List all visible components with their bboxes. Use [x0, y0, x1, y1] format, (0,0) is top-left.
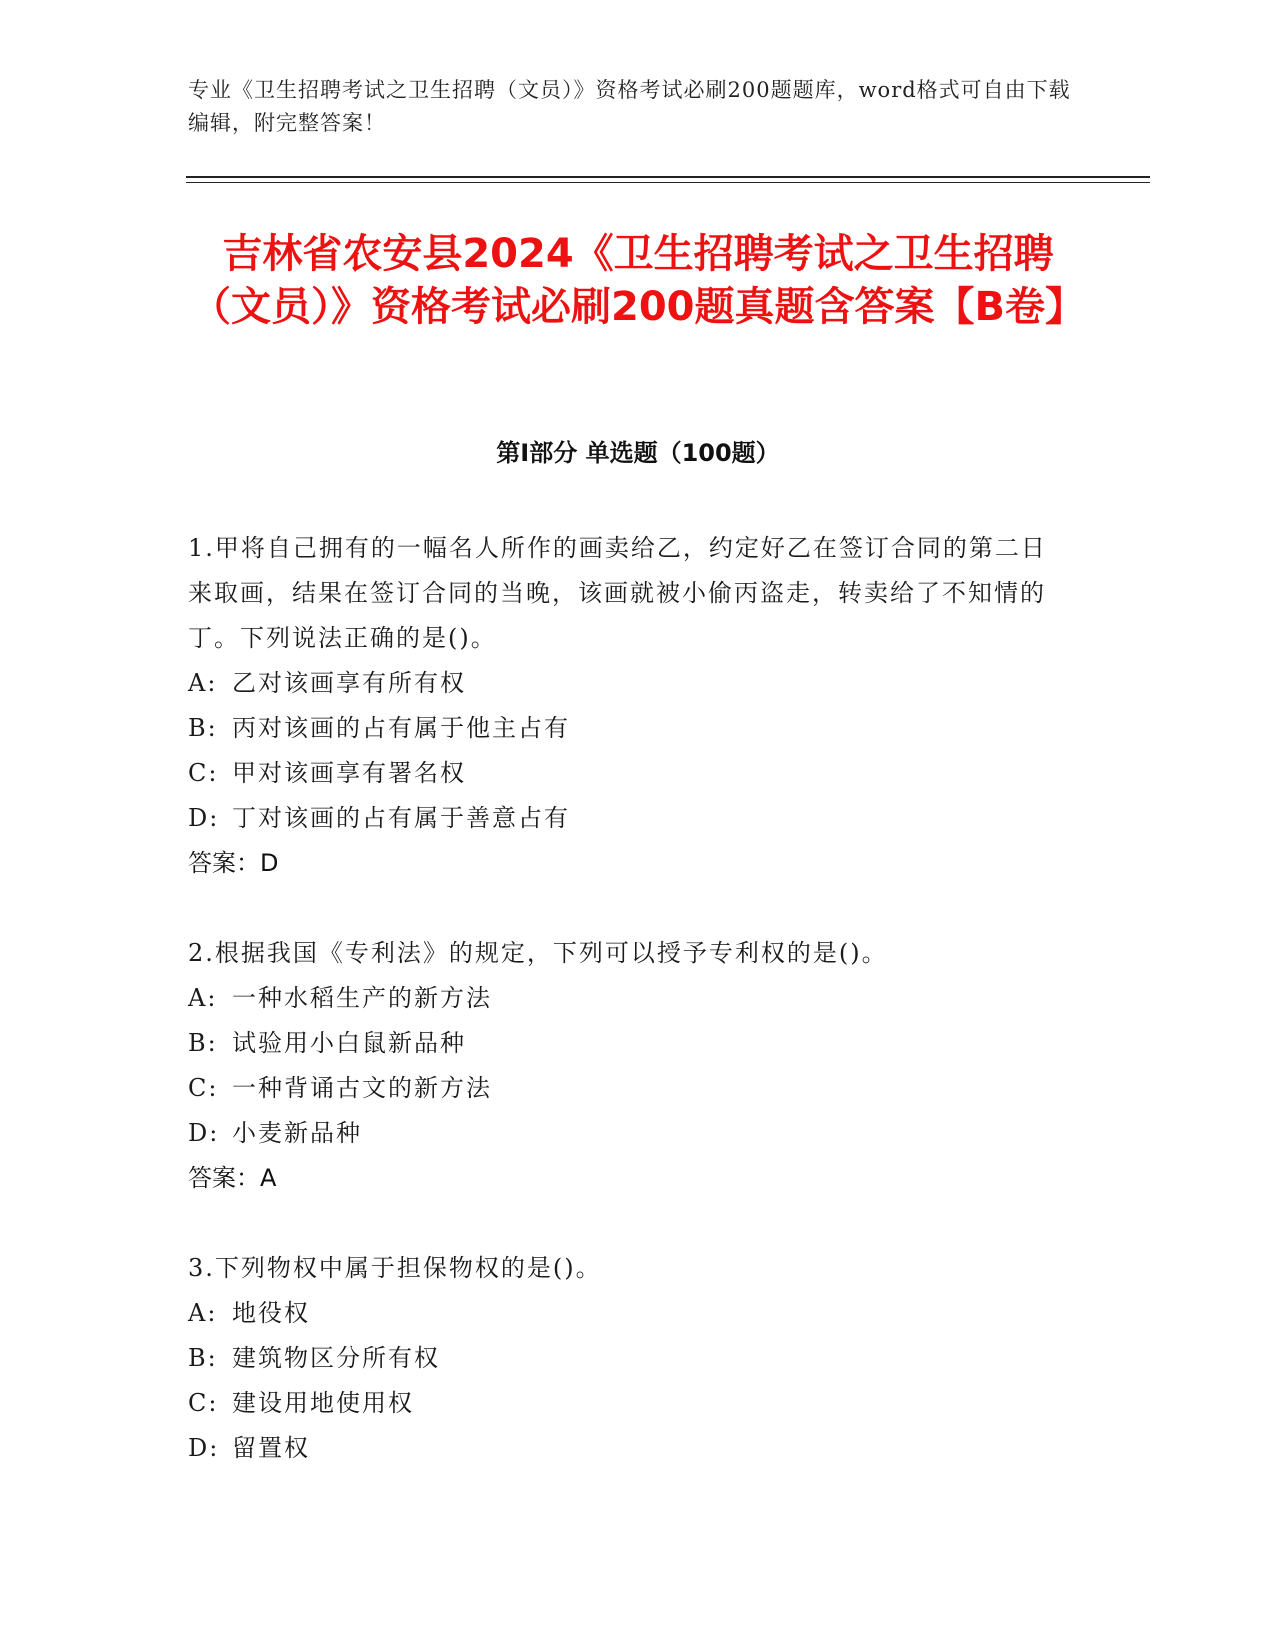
option-a [188, 661, 1068, 706]
option-key: D: [188, 1434, 220, 1462]
question-stem: 1.甲将自己拥有的一幅名人所作的画卖给乙，约定好乙在签订合同的第二日来取画，结果在签订合同的当晚，该画就被小偷丙盗走，转卖给了不知情的丁。下列说法正确的是()。 [188, 534, 1047, 652]
option-d [188, 796, 1068, 841]
option-text: 地役权 [232, 1299, 310, 1327]
answer: 答案：A [188, 1164, 277, 1192]
option-text: 丙对该画的占有属于他主占有 [232, 714, 570, 742]
option-c [188, 751, 1068, 796]
question-stem: 2.根据我国《专利法》的规定，下列可以授予专利权的是()。 [188, 939, 888, 967]
header-divider-thin [186, 182, 1150, 183]
option-key: A: [188, 669, 218, 697]
option-text: 乙对该画享有所有权 [232, 669, 466, 697]
option-text: 留置权 [232, 1434, 310, 1462]
question-2 [188, 931, 1068, 1201]
option-key: C: [188, 1074, 219, 1102]
option-d [188, 1111, 1068, 1156]
option-key: B: [188, 1344, 218, 1372]
option-key: A: [188, 1299, 218, 1327]
question-stem: 3.下列物权中属于担保物权的是()。 [188, 1254, 602, 1282]
option-b [188, 1336, 1068, 1381]
option-a [188, 1291, 1068, 1336]
option-text: 建筑物区分所有权 [232, 1344, 440, 1372]
question-3 [188, 1246, 1068, 1471]
answer: 答案：D [188, 849, 279, 877]
option-text: 小麦新品种 [232, 1119, 362, 1147]
question-1 [188, 526, 1068, 886]
question-list [188, 526, 1068, 1516]
option-key: C: [188, 759, 219, 787]
option-text: 试验用小白鼠新品种 [232, 1029, 466, 1057]
option-text: 甲对该画享有署名权 [232, 759, 466, 787]
option-key: B: [188, 714, 218, 742]
option-d [188, 1426, 1068, 1471]
option-text: 建设用地使用权 [232, 1389, 414, 1417]
option-b [188, 706, 1068, 751]
option-key: D: [188, 804, 220, 832]
option-key: C: [188, 1389, 219, 1417]
header-divider-thick [186, 176, 1150, 178]
option-key: A: [188, 984, 218, 1012]
header-note: 专业《卫生招聘考试之卫生招聘（文员）》资格考试必刷200题题库，word格式可自由下载编辑，附完整答案！ [188, 78, 1071, 135]
document-title: 吉林省农安县2024《卫生招聘考试之卫生招聘（文员）》资格考试必刷200题真题含答案【B卷】 [191, 231, 1085, 330]
option-text: 一种水稻生产的新方法 [232, 984, 492, 1012]
option-c [188, 1066, 1068, 1111]
option-key: B: [188, 1029, 218, 1057]
option-key: D: [188, 1119, 220, 1147]
option-c [188, 1381, 1068, 1426]
option-a [188, 976, 1068, 1021]
section-heading: 第Ⅰ部分 单选题（100题） [496, 439, 780, 467]
option-text: 丁对该画的占有属于善意占有 [232, 804, 570, 832]
option-b [188, 1021, 1068, 1066]
option-text: 一种背诵古文的新方法 [232, 1074, 492, 1102]
